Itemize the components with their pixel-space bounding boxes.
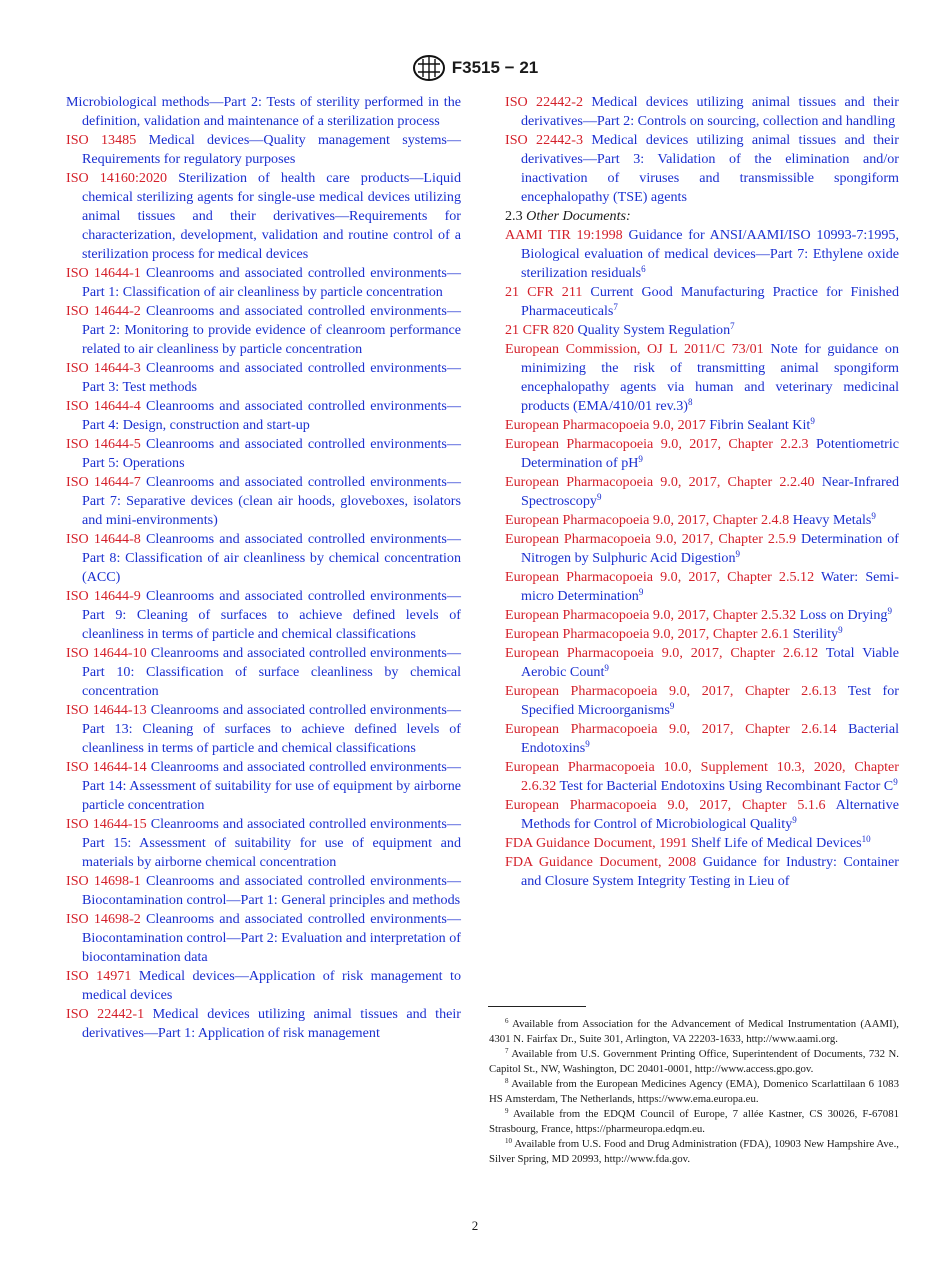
reference-entry xyxy=(505,131,899,207)
section-title: Other Documents: xyxy=(526,208,631,224)
footnote-text: Available from Association for the Advancement of Medical Instrumentation (AAMI), 4301 N. Fairfax Dr., Suite 301, Arlington, VA 22203-1633, http://www.aami.org. xyxy=(489,1018,899,1045)
reference-entry xyxy=(66,473,461,530)
footnote-marker[interactable]: 9 xyxy=(838,625,843,635)
footnote-marker[interactable]: 9 xyxy=(887,606,892,616)
reference-title-link[interactable]: Determination of Nitrogen by Sulphuric Acid Digestion xyxy=(521,531,899,566)
reference-entry xyxy=(505,625,899,644)
reference-entry xyxy=(66,359,461,397)
reference-code-link[interactable]: European Pharmacopoeia 9.0, 2017, Chapter 2.2.3 xyxy=(505,436,809,452)
section-heading xyxy=(505,207,899,226)
reference-entry xyxy=(505,321,899,340)
footnote xyxy=(489,1107,899,1137)
reference-title-link[interactable]: Guidance for ANSI/AAMI/ISO 10993-7:1995, Biological evaluation of medical devices—Part 7: Ethylene oxide sterilization residuals xyxy=(521,227,899,281)
reference-entry xyxy=(505,796,899,834)
reference-entry xyxy=(505,93,899,131)
reference-title-link[interactable]: Sterility xyxy=(792,626,839,642)
footnote-marker[interactable]: 9 xyxy=(638,454,643,464)
footnote-marker[interactable]: 9 xyxy=(871,511,876,521)
reference-code-link[interactable]: European Pharmacopoeia 9.0, 2017, Chapter 2.4.8 xyxy=(505,512,790,528)
reference-code-link[interactable]: ISO 14644-10 xyxy=(66,645,147,661)
section-number: 2.3 xyxy=(505,208,523,224)
reference-entry xyxy=(505,853,899,891)
reference-title-link[interactable]: Cleanrooms and associated controlled environments—Part 3: Test methods xyxy=(82,360,462,395)
reference-code-link[interactable]: FDA Guidance Document, 2008 xyxy=(505,854,697,870)
reference-entry xyxy=(505,473,899,511)
reference-title-link[interactable]: Cleanrooms and associated controlled environments—Part 15: Assessment of suitability for use of equipment and materials by airborne chemical concentration xyxy=(82,816,461,870)
reference-title-link[interactable]: Cleanrooms and associated controlled environments—Part 7: Separative devices (clean air hoods, gloveboxes, isolators and mini-environments) xyxy=(82,474,462,528)
reference-code-link[interactable]: European Pharmacopoeia 9.0, 2017, Chapter 2.6.14 xyxy=(505,721,837,737)
reference-title-link[interactable]: Cleanrooms and associated controlled environments—Part 1: Classification of air cleanliness by particle concentration xyxy=(82,265,462,300)
astm-logo-icon xyxy=(412,54,446,82)
reference-code-link[interactable]: European Pharmacopoeia 9.0, 2017, Chapter 2.5.32 xyxy=(505,607,797,623)
reference-entry xyxy=(505,758,899,796)
reference-title-link[interactable]: Medical devices utilizing animal tissues and their derivatives—Part 1: Application of risk management xyxy=(82,1006,461,1041)
reference-code-link[interactable]: European Pharmacopoeia 9.0, 2017 xyxy=(505,417,706,433)
footnote-marker[interactable]: 9 xyxy=(893,777,898,787)
reference-title-link[interactable]: Cleanrooms and associated controlled environments—Part 10: Classification of surface cleanliness by chemical concentration xyxy=(82,645,461,699)
reference-code-link[interactable]: ISO 14644-2 xyxy=(66,303,141,319)
footnote-marker[interactable]: 9 xyxy=(585,739,590,749)
reference-title-link[interactable]: Medical devices—Application of risk management to medical devices xyxy=(82,968,461,1003)
reference-code-link[interactable]: ISO 14644-9 xyxy=(66,588,141,604)
right-column xyxy=(505,93,899,891)
reference-code-link[interactable]: ISO 13485 xyxy=(66,132,137,148)
reference-title-link[interactable]: Sterilization of health care products—Liquid chemical sterilizing agents for single-use medical devices utilizing animal tissues and their derivatives—Requirements for characterization, development, validation and routine control of a sterilization process for medical devices xyxy=(82,170,462,262)
reference-entry xyxy=(505,720,899,758)
reference-entry xyxy=(66,397,461,435)
reference-code-link[interactable]: ISO 14644-7 xyxy=(66,474,141,490)
reference-title-link[interactable]: Medical devices—Quality management systems—Requirements for regulatory purposes xyxy=(82,132,462,167)
reference-title-link[interactable]: Water: Semi-micro Determination xyxy=(521,569,899,604)
reference-code-link[interactable]: ISO 22442-2 xyxy=(505,94,584,110)
reference-code-link[interactable]: ISO 14971 xyxy=(66,968,132,984)
footnote-text: Available from U.S. Food and Drug Administration (FDA), 10903 New Hampshire Ave., Silver Spring, MD 20993, http://www.fda.gov. xyxy=(489,1138,899,1165)
reference-entry xyxy=(505,682,899,720)
reference-title-link[interactable]: Bacterial Endotoxins xyxy=(521,721,899,756)
reference-entry xyxy=(505,530,899,568)
reference-code-link[interactable]: European Pharmacopoeia 10.0, Supplement 10.3, 2020, Chapter 2.6.32 xyxy=(505,759,899,794)
reference-entry xyxy=(66,169,461,264)
reference-title-link[interactable]: Cleanrooms and associated controlled environments—Part 9: Cleaning of surfaces to achieve defined levels of cleanliness in terms of particle and chemical classifications xyxy=(82,588,462,642)
footnote-marker[interactable]: 9 xyxy=(735,549,741,559)
reference-title-link[interactable]: Cleanrooms and associated controlled environments—Part 13: Cleaning of surfaces to achieve defined levels of cleanliness in terms of particle and chemical classifications xyxy=(82,702,461,756)
footnote-number: 7 xyxy=(505,1047,509,1055)
reference-entry xyxy=(66,264,461,302)
reference-title-link[interactable]: Alternative Methods for Control of Microbiological Quality xyxy=(521,797,899,832)
footnote-marker[interactable]: 7 xyxy=(730,321,735,331)
footnote xyxy=(489,1137,899,1167)
reference-code-link[interactable]: ISO 22442-1 xyxy=(66,1006,145,1022)
reference-entry xyxy=(66,1005,461,1043)
page-header xyxy=(0,54,950,82)
reference-entry xyxy=(66,530,461,587)
footnote-marker[interactable]: 9 xyxy=(792,815,797,825)
reference-title-link[interactable]: Loss on Drying xyxy=(799,607,888,623)
reference-title-link[interactable]: Cleanrooms and associated controlled environments—Part 14: Assessment of suitability for use of equipment by airborne particle concentration xyxy=(82,759,461,813)
reference-code-link[interactable]: ISO 14644-14 xyxy=(66,759,147,775)
reference-title-link[interactable]: Cleanrooms and associated controlled environments—Biocontamination control—Part 2: Evaluation and interpretation of biocontamination data xyxy=(82,911,462,965)
reference-code-link[interactable]: ISO 14644-4 xyxy=(66,398,141,414)
reference-title-link[interactable]: Cleanrooms and associated controlled environments—Part 8: Classification of air cleanliness by chemical concentration (ACC) xyxy=(82,531,462,585)
reference-title-link[interactable]: Current Good Manufacturing Practice for Finished Pharmaceuticals xyxy=(521,284,899,319)
footnote-marker[interactable]: 9 xyxy=(638,587,644,597)
reference-code-link[interactable]: 21 CFR 820 xyxy=(505,322,574,338)
reference-code-link[interactable]: ISO 14644-13 xyxy=(66,702,147,718)
reference-entry xyxy=(66,701,461,758)
reference-title-link[interactable]: Shelf Life of Medical Devices xyxy=(690,835,862,851)
reference-code-link[interactable]: ISO 14644-8 xyxy=(66,531,141,547)
reference-title-link[interactable]: Medical devices utilizing animal tissues and their derivatives—Part 3: Validation of the elimination and/or inactivation of viruses and transmissible spongiform encephalopathy (TSE) agents xyxy=(521,132,899,205)
reference-entry xyxy=(66,587,461,644)
reference-title-link[interactable]: Note for guidance on minimizing the risk of transmitting animal spongiform encephalopathy agents via human and veterinary medicinal products (EMA/410/01 rev.3) xyxy=(521,341,899,414)
reference-code-link[interactable]: FDA Guidance Document, 1991 xyxy=(505,835,688,851)
reference-entry xyxy=(66,967,461,1005)
page-number: 2 xyxy=(471,1218,479,1233)
document-id: F3515 − 21 xyxy=(451,58,539,77)
reference-entry xyxy=(505,834,899,853)
footnote-marker[interactable]: 9 xyxy=(596,492,602,502)
reference-code-link[interactable]: ISO 14644-3 xyxy=(66,360,141,376)
reference-title-link[interactable]: Guidance for Industry: Container and Closure System Integrity Testing in Lieu of xyxy=(521,854,899,889)
footnote xyxy=(489,1077,899,1107)
reference-entry xyxy=(505,226,899,283)
reference-code-link[interactable]: ISO 14644-15 xyxy=(66,816,147,832)
footnote-number: 9 xyxy=(505,1107,509,1115)
reference-code-link[interactable]: European Pharmacopoeia 9.0, 2017, Chapter 5.1.6 xyxy=(505,797,826,813)
reference-code-link[interactable]: European Commission, OJ L 2011/C 73/01 xyxy=(505,341,764,357)
reference-code-link[interactable]: ISO 14160:2020 xyxy=(66,170,168,186)
reference-code-link[interactable]: 21 CFR 211 xyxy=(505,284,583,300)
reference-entry xyxy=(505,435,899,473)
reference-entry xyxy=(505,568,899,606)
reference-entry xyxy=(66,872,461,910)
footnote-marker[interactable]: 10 xyxy=(861,834,871,844)
reference-entry xyxy=(66,910,461,967)
footnotes xyxy=(489,1017,899,1167)
reference-title-link[interactable]: Test for Specified Microorganisms xyxy=(521,683,899,718)
reference-title-link[interactable]: Near-Infrared Spectroscopy xyxy=(521,474,899,509)
reference-code-link[interactable]: ISO 14698-2 xyxy=(66,911,141,927)
reference-title-link[interactable]: Medical devices utilizing animal tissues and their derivatives—Part 2: Controls on sourcing, collection and handling xyxy=(521,94,899,129)
footnote-marker[interactable]: 9 xyxy=(604,663,609,673)
reference-entry xyxy=(66,93,461,131)
reference-title-link[interactable]: Microbiological methods—Part 2: Tests of sterility performed in the definition, validation and maintenance of a sterilization process xyxy=(66,94,461,129)
reference-code-link[interactable]: European Pharmacopoeia 9.0, 2017, Chapter 2.6.13 xyxy=(505,683,837,699)
reference-code-link[interactable]: ISO 22442-3 xyxy=(505,132,584,148)
footnote-marker[interactable]: 7 xyxy=(613,302,618,312)
reference-code-link[interactable]: European Pharmacopoeia 9.0, 2017, Chapter 2.2.40 xyxy=(505,474,815,490)
footnote xyxy=(489,1047,899,1077)
footnote-marker[interactable]: 9 xyxy=(810,416,815,426)
reference-title-link[interactable]: Cleanrooms and associated controlled environments—Part 2: Monitoring to provide evidence of cleanroom performance related to air cleanliness by particle concentration xyxy=(82,303,462,357)
footnote-marker[interactable]: 6 xyxy=(641,264,646,274)
reference-code-link[interactable]: European Pharmacopoeia 9.0, 2017, Chapter 2.6.12 xyxy=(505,645,819,661)
reference-code-link[interactable]: European Pharmacopoeia 9.0, 2017, Chapter 2.6.1 xyxy=(505,626,790,642)
reference-entry xyxy=(66,302,461,359)
reference-entry xyxy=(505,416,899,435)
left-column xyxy=(66,93,461,1043)
footnote-text: Available from the European Medicines Agency (EMA), Domenico Scarlattilaan 6 1083 HS Amsterdam, The Netherlands, https://www.ema.europa.eu. xyxy=(489,1078,899,1105)
footnote-text: Available from U.S. Government Printing Office, Superintendent of Documents, 732 N. Capitol St., NW, Washington, DC 20401-0001, http://www.access.gpo.gov. xyxy=(489,1048,899,1075)
reference-title-link[interactable]: Cleanrooms and associated controlled environments—Biocontamination control—Part 1: General principles and methods xyxy=(82,873,462,908)
reference-title-link[interactable]: Fibrin Sealant Kit xyxy=(709,417,811,433)
reference-title-link[interactable]: Total Viable Aerobic Count xyxy=(521,645,899,680)
reference-entry xyxy=(505,511,899,530)
reference-entry xyxy=(505,606,899,625)
reference-title-link[interactable]: Cleanrooms and associated controlled environments—Part 5: Operations xyxy=(82,436,462,471)
footnote-number: 6 xyxy=(505,1017,509,1025)
reference-entry xyxy=(66,758,461,815)
reference-entry xyxy=(66,644,461,701)
reference-code-link[interactable]: ISO 14698-1 xyxy=(66,873,141,889)
footnote-text: Available from the EDQM Council of Europe, 7 allée Kastner, CS 30026, F-67081 Strasbourg, France, https://pharmeuropa.edqm.eu. xyxy=(489,1108,899,1135)
reference-code-link[interactable]: European Pharmacopoeia 9.0, 2017, Chapter 2.5.12 xyxy=(505,569,815,585)
reference-code-link[interactable]: AAMI TIR 19:1998 xyxy=(505,227,623,243)
reference-entry xyxy=(66,815,461,872)
reference-title-link[interactable]: Quality System Regulation xyxy=(577,322,731,338)
reference-entry xyxy=(66,435,461,473)
reference-entry xyxy=(505,340,899,416)
reference-code-link[interactable]: ISO 14644-1 xyxy=(66,265,141,281)
reference-entry xyxy=(66,131,461,169)
footnote-marker[interactable]: 9 xyxy=(669,701,675,711)
reference-code-link[interactable]: ISO 14644-5 xyxy=(66,436,141,452)
reference-title-link[interactable]: Cleanrooms and associated controlled environments—Part 4: Design, construction and start-up xyxy=(82,398,462,433)
footnote xyxy=(489,1017,899,1047)
reference-entry xyxy=(505,283,899,321)
reference-title-link[interactable]: Heavy Metals xyxy=(792,512,872,528)
footnote-divider xyxy=(488,1006,586,1007)
reference-entry xyxy=(505,644,899,682)
footnote-number: 10 xyxy=(505,1137,512,1145)
footnote-marker[interactable]: 8 xyxy=(688,397,693,407)
reference-title-link[interactable]: Test for Bacterial Endotoxins Using Recombinant Factor C xyxy=(559,778,894,794)
reference-title-link[interactable]: Potentiometric Determination of pH xyxy=(521,436,899,471)
reference-code-link[interactable]: European Pharmacopoeia 9.0, 2017, Chapter 2.5.9 xyxy=(505,531,797,547)
footnote-number: 8 xyxy=(505,1077,509,1085)
